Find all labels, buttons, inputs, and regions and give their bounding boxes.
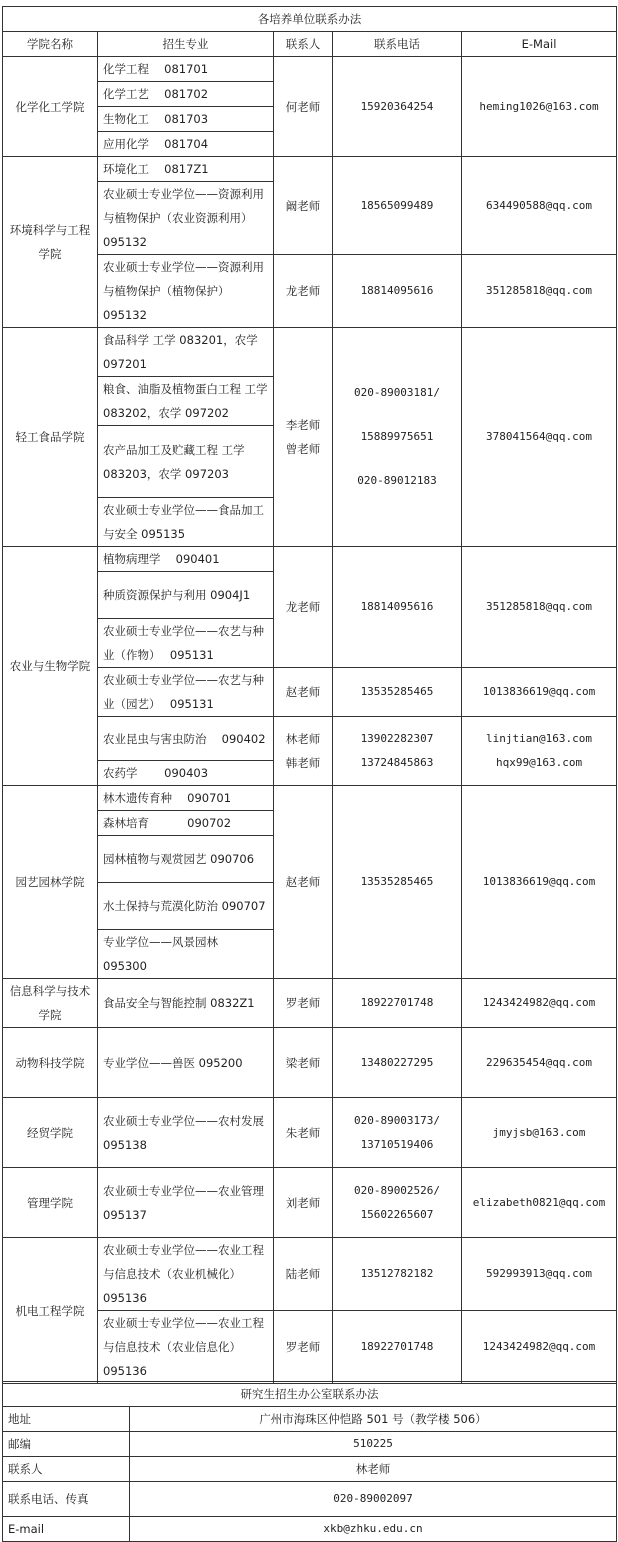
contact-person-line: 龙老师 bbox=[285, 600, 321, 614]
phone-number bbox=[333, 547, 462, 668]
program-name: 种质资源保护与利用 0904J1 bbox=[98, 572, 274, 619]
phone-number-line: 18814095616 bbox=[360, 600, 434, 613]
email-address-line: hqx99@163.com bbox=[495, 756, 583, 769]
contact-person-line: 刘老师 bbox=[285, 1195, 321, 1210]
table-row bbox=[3, 157, 617, 182]
email-address-line: 1243424982@qq.com bbox=[482, 1340, 596, 1353]
program-name: 农业硕士专业学位——农业管理 095137 bbox=[98, 1168, 274, 1238]
email-address bbox=[462, 717, 617, 786]
email-address-line: heming1026@163.com bbox=[479, 99, 599, 113]
program-name: 农业硕士专业学位——资源利用与植物保护（农业资源利用）095132 bbox=[98, 182, 274, 255]
phone-number bbox=[333, 255, 462, 328]
contact-person-line: 朱老师 bbox=[285, 1125, 321, 1140]
header-phone: 联系电话 bbox=[333, 32, 462, 57]
contact-person bbox=[274, 157, 333, 255]
contact-person bbox=[274, 1098, 333, 1168]
office-row bbox=[3, 1432, 617, 1457]
program-name: 农业硕士专业学位——农艺与种业（作物） 095131 bbox=[98, 619, 274, 668]
contact-person-line: 龙老师 bbox=[285, 284, 321, 298]
program-name: 专业学位——兽医 095200 bbox=[98, 1028, 274, 1098]
college-name: 动物科技学院 bbox=[3, 1028, 98, 1098]
contact-person-line: 陆老师 bbox=[285, 1267, 321, 1281]
table-title: 各培养单位联系办法 bbox=[3, 7, 617, 32]
office-row bbox=[3, 1517, 617, 1542]
contact-person-line: 阚老师 bbox=[285, 198, 321, 213]
college-name: 管理学院 bbox=[3, 1168, 98, 1238]
office-label: 邮编 bbox=[3, 1432, 130, 1457]
table-row bbox=[3, 1238, 617, 1311]
college-name: 经贸学院 bbox=[3, 1098, 98, 1168]
email-address bbox=[462, 1168, 617, 1238]
phone-number bbox=[333, 1238, 462, 1311]
college-name: 园艺园林学院 bbox=[3, 786, 98, 979]
table-row bbox=[3, 786, 617, 811]
phone-number bbox=[333, 328, 462, 547]
phone-number-line: 13710519406 bbox=[360, 1137, 434, 1151]
table-row bbox=[3, 547, 617, 572]
phone-number-line: 020-89003173/ bbox=[353, 1113, 441, 1127]
email-address bbox=[462, 547, 617, 668]
program-name: 森林培育 090702 bbox=[98, 811, 274, 836]
table-row bbox=[3, 328, 617, 377]
office-label: E-mail bbox=[3, 1517, 130, 1542]
program-name: 粮食、油脂及植物蛋白工程 工学 083202，农学 097202 bbox=[98, 377, 274, 426]
email-address-line: 378041564@qq.com bbox=[486, 430, 592, 443]
office-row bbox=[3, 1482, 617, 1517]
phone-number-line: 18565099489 bbox=[360, 198, 434, 212]
contact-person-line: 曾老师 bbox=[285, 442, 321, 456]
program-name: 食品安全与智能控制 0832Z1 bbox=[98, 979, 274, 1028]
phone-number-line: 15889975651 bbox=[360, 430, 434, 443]
college-name: 信息科学与技术学院 bbox=[3, 979, 98, 1028]
contact-person-line: 李老师 bbox=[285, 418, 321, 432]
contact-person-line: 罗老师 bbox=[285, 1340, 321, 1354]
header-email: E-Mail bbox=[462, 32, 617, 57]
phone-number-line: 020-89002526/ bbox=[353, 1183, 441, 1197]
phone-number-line: 15920364254 bbox=[360, 99, 434, 113]
contact-person bbox=[274, 717, 333, 786]
program-name: 应用化学 081704 bbox=[98, 132, 274, 157]
college-name: 环境科学与工程学院 bbox=[3, 157, 98, 328]
email-address-line: elizabeth0821@qq.com bbox=[472, 1195, 606, 1209]
contact-person bbox=[274, 668, 333, 717]
program-name: 农业昆虫与害虫防治 090402 bbox=[98, 717, 274, 761]
college-name: 机电工程学院 bbox=[3, 1238, 98, 1384]
email-address-line: 229635454@qq.com bbox=[486, 1055, 592, 1069]
program-name: 环境化工 0817Z1 bbox=[98, 157, 274, 182]
college-contact-table bbox=[2, 6, 617, 1384]
program-name: 专业学位——风景园林 095300 bbox=[98, 930, 274, 979]
email-address-line: 1243424982@qq.com bbox=[482, 996, 596, 1009]
contact-person bbox=[274, 57, 333, 157]
phone-number bbox=[333, 668, 462, 717]
phone-number-line: 13512782182 bbox=[360, 1267, 434, 1280]
contact-person bbox=[274, 979, 333, 1028]
program-name: 植物病理学 090401 bbox=[98, 547, 274, 572]
program-name: 化学工艺 081702 bbox=[98, 82, 274, 107]
contact-person bbox=[274, 255, 333, 328]
program-name: 园林植物与观赏园艺 090706 bbox=[98, 836, 274, 883]
email-address bbox=[462, 57, 617, 157]
phone-number bbox=[333, 786, 462, 979]
phone-number bbox=[333, 979, 462, 1028]
phone-number-line: 020-89012183 bbox=[357, 474, 437, 487]
phone-number bbox=[333, 1098, 462, 1168]
program-name: 农产品加工及贮藏工程 工学 083203，农学 097203 bbox=[98, 426, 274, 498]
table-row bbox=[3, 979, 617, 1028]
email-address-line: jmyjsb@163.com bbox=[492, 1125, 586, 1139]
office-value: 广州市海珠区仲恺路 501 号（教学楼 506） bbox=[130, 1407, 617, 1432]
contact-person bbox=[274, 1028, 333, 1098]
phone-number-line: 13535285465 bbox=[360, 685, 434, 698]
header-program: 招生专业 bbox=[98, 32, 274, 57]
email-address bbox=[462, 255, 617, 328]
program-name: 农药学 090403 bbox=[98, 761, 274, 786]
contact-person-line: 何老师 bbox=[285, 99, 321, 114]
contact-person-line: 梁老师 bbox=[285, 1055, 321, 1070]
phone-number bbox=[333, 1168, 462, 1238]
phone-number-line: 15602265607 bbox=[360, 1207, 434, 1221]
email-address-line: 634490588@qq.com bbox=[486, 198, 592, 212]
college-name: 化学化工学院 bbox=[3, 57, 98, 157]
office-value: xkb@zhku.edu.cn bbox=[130, 1517, 617, 1542]
contact-person bbox=[274, 786, 333, 979]
program-name: 水土保持与荒漠化防治 090707 bbox=[98, 883, 274, 930]
program-name: 农业硕士专业学位——农村发展 095138 bbox=[98, 1098, 274, 1168]
table-row bbox=[3, 57, 617, 82]
contact-person bbox=[274, 1238, 333, 1311]
email-address bbox=[462, 1311, 617, 1384]
program-name: 化学工程 081701 bbox=[98, 57, 274, 82]
email-address bbox=[462, 786, 617, 979]
program-name: 生物化工 081703 bbox=[98, 107, 274, 132]
header-row bbox=[3, 32, 617, 57]
phone-number-line: 18922701748 bbox=[360, 996, 434, 1009]
phone-number bbox=[333, 717, 462, 786]
contact-person bbox=[274, 328, 333, 547]
office-label: 联系电话、传真 bbox=[3, 1482, 130, 1517]
contact-person-line: 赵老师 bbox=[285, 685, 321, 699]
contact-person-line: 林老师 bbox=[285, 732, 321, 746]
college-name: 轻工食品学院 bbox=[3, 328, 98, 547]
contact-person-line: 赵老师 bbox=[285, 875, 321, 889]
email-address bbox=[462, 1238, 617, 1311]
phone-number-line: 13902282307 bbox=[360, 732, 434, 745]
program-name: 农业硕士专业学位——农业工程与信息技术（农业机械化）095136 bbox=[98, 1238, 274, 1311]
phone-number bbox=[333, 1311, 462, 1384]
office-contact-table bbox=[2, 1381, 617, 1542]
phone-number-line: 13535285465 bbox=[360, 875, 434, 888]
program-name: 林木遗传育种 090701 bbox=[98, 786, 274, 811]
phone-number-line: 13480227295 bbox=[360, 1055, 434, 1069]
email-address bbox=[462, 157, 617, 255]
phone-number-line: 13724845863 bbox=[360, 756, 434, 769]
phone-number bbox=[333, 1028, 462, 1098]
email-address-line: linjtian@163.com bbox=[486, 732, 592, 745]
program-name: 农业硕士专业学位——农艺与种业（园艺） 095131 bbox=[98, 668, 274, 717]
office-value: 510225 bbox=[130, 1432, 617, 1457]
email-address-line: 1013836619@qq.com bbox=[482, 685, 596, 698]
program-name: 食品科学 工学 083201，农学 097201 bbox=[98, 328, 274, 377]
phone-number-line: 18814095616 bbox=[360, 284, 434, 297]
email-address-line: 1013836619@qq.com bbox=[482, 875, 596, 888]
phone-number bbox=[333, 157, 462, 255]
email-address-line: 351285818@qq.com bbox=[486, 600, 592, 613]
header-college: 学院名称 bbox=[3, 32, 98, 57]
email-address bbox=[462, 668, 617, 717]
phone-number-line: 18922701748 bbox=[360, 1340, 434, 1353]
office-value: 林老师 bbox=[130, 1457, 617, 1482]
office-label: 地址 bbox=[3, 1407, 130, 1432]
college-name: 农业与生物学院 bbox=[3, 547, 98, 786]
contact-person bbox=[274, 1311, 333, 1384]
header-contact: 联系人 bbox=[274, 32, 333, 57]
email-address bbox=[462, 1098, 617, 1168]
office-title: 研究生招生办公室联系办法 bbox=[3, 1382, 617, 1407]
contact-person bbox=[274, 1168, 333, 1238]
contact-person-line: 韩老师 bbox=[285, 756, 321, 770]
email-address bbox=[462, 328, 617, 547]
table-row bbox=[3, 1098, 617, 1168]
email-address bbox=[462, 979, 617, 1028]
contact-person-line: 罗老师 bbox=[285, 996, 321, 1010]
office-value: 020-89002097 bbox=[130, 1482, 617, 1517]
phone-number bbox=[333, 57, 462, 157]
table-row bbox=[3, 1168, 617, 1238]
email-address-line: 592993913@qq.com bbox=[486, 1267, 592, 1280]
contact-person bbox=[274, 547, 333, 668]
email-address bbox=[462, 1028, 617, 1098]
phone-number-line: 020-89003181/ bbox=[353, 386, 441, 399]
office-label: 联系人 bbox=[3, 1457, 130, 1482]
program-name: 农业硕士专业学位——食品加工与安全 095135 bbox=[98, 498, 274, 547]
office-row bbox=[3, 1407, 617, 1432]
office-row bbox=[3, 1457, 617, 1482]
table-row bbox=[3, 1028, 617, 1098]
email-address-line: 351285818@qq.com bbox=[486, 284, 592, 297]
program-name: 农业硕士专业学位——农业工程与信息技术（农业信息化）095136 bbox=[98, 1311, 274, 1384]
program-name: 农业硕士专业学位——资源利用与植物保护（植物保护）095132 bbox=[98, 255, 274, 328]
